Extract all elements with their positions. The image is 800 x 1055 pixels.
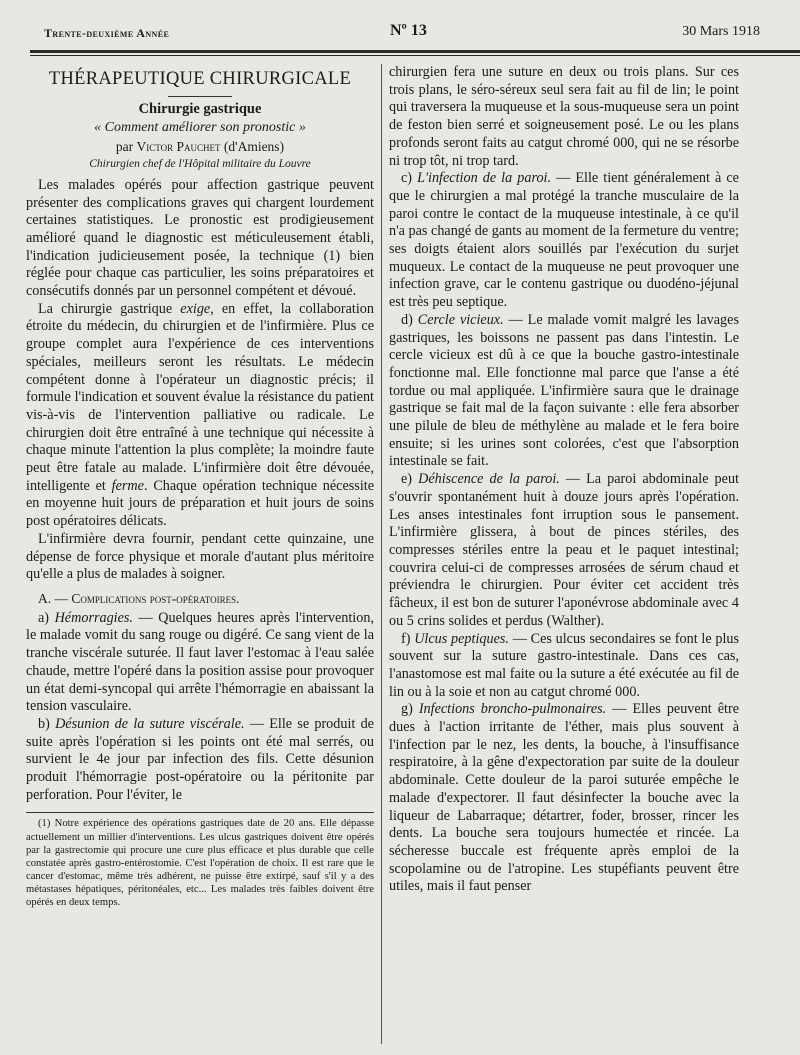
item-label: f) [401, 630, 415, 647]
footnote: (1) Notre expérience des opérations gastriques date de 20 ans. Elle dépasse actuellement un millier d'interventions. Les ulcus gastriques doivent être opérés par la gastrectomie qui procure une cure plus efficace et plus durable que celle constatée après gastro-entérostomie. C'est l'opération de choix. Il est rare que le cancer d'estomac, même très adhérent, ne puisse être extirpé, sauf s'il y a des métastases hépatiques, péritonéales, etc... Les malades très faibles doivent être opérés en deux temps. [26, 818, 374, 908]
item-heading: Cercle vicieux. [417, 311, 504, 328]
paragraph-dehiscence [389, 471, 739, 630]
section-title: Complications post-opératoires. [71, 590, 240, 606]
paragraph-vicious-circle [389, 312, 739, 471]
byline [26, 138, 374, 156]
item-heading: Ulcus peptiques. [414, 630, 509, 647]
header-rule-thin [30, 55, 800, 56]
paragraph-intro: Les malades opérés pour affection gastrique peuvent présenter des complications graves qui chargent lourdement certaines statistiques. Le pronostic est prodigieusement amélioré quand le diagnostic est méticuleusement établi, l'indication judicieusement posée, la technique (1) bien réglée pour chaque cas particulier, les soins préparatoires et consécutifs donnés par un personnel compétent et dévoué. [26, 176, 374, 300]
footnote-divider [26, 812, 374, 813]
header-rule-thick [30, 50, 800, 53]
item-label: g) [401, 701, 419, 718]
rubric-heading: THÉRAPEUTIQUE CHIRURGICALE [48, 69, 352, 89]
item-text: — Elle tient généralement à ce que le chirurgien a mal protégé la tranche musculaire de la paroi contre le contact de la muqueuse intestinale, à ce qu'il n'a pas changé de gants au moment de la fermeture du ventre; ses doigts étaient alors souillés par l'exécution du surjet muqueux. Le contact de la muqueuse ne peut provoquer une infection grave, car le contenu gastrique ou duodéno-jéjunal est très peu septique. [389, 170, 739, 311]
paragraph-hemorrhages [26, 610, 374, 716]
item-label: b) [38, 715, 56, 732]
text-run: , en effet, la collaboration étroite du médecin, du chirurgien et de l'infirmière. Plus ce groupe complet aura l'expérience de ces interventions spéciales, meilleurs seront les résultats. Le médecin compétent donne à l'opérateur un diagnostic précis; il formule l'indication et souvent évalue la résistance du patient vis-à-vis de l'intervention palliative ou radicale. Le chirurgien doit être entraîné à une technique qui nécessite à chaque minute l'attention la plus complète; la moindre faute peut être fatale au malade. L'infirmière doit être dévouée, intelligente et [26, 300, 374, 494]
item-heading: L'infection de la paroi. [417, 170, 552, 187]
volume-label: Trente-deuxième Année [44, 26, 170, 40]
byline-prefix: par [115, 139, 134, 155]
item-heading: Désunion de la suture viscérale. [55, 715, 245, 732]
item-text: — Elle se produit de suite après l'opération si les points ont été mal serrés, ou survient le 4e jour par infection des fils. Cette désunion produit l'hémorragie post-opératoire ou la péritonite par perforation. Pour l'éviter, le [26, 715, 374, 803]
article-subtitle: « Comment améliorer son pronostic » [94, 119, 306, 135]
text-run: . Chaque opération technique nécessite en moyenne huit jours de préparation et huit jours de soins post opératoires délicats. [26, 477, 375, 530]
item-text: — La paroi abdominale peut s'ouvrir spontanément huit à douze jours après l'opération. Les anses intestinales font irruption sous le pansement. L'infirmière glissera, à bout de pinces stériles, des compresses stériles entre la peau et le paquet intestinal; couvrira celui-ci de compresses arrosées de sérum chaud et préviendra le chirurgien. Pour éviter cet accident très fâcheux, il est bon de suturer l'aponévrose abdominale avec 4 ou 5 crins solides et perdus (Walther). [389, 471, 739, 629]
paragraph-disunion [26, 716, 374, 805]
paragraph-broncho-pulmonary [389, 701, 739, 896]
item-label: e) [401, 471, 419, 488]
issue-date: 30 Mars 1918 [682, 24, 760, 39]
paragraph-nurse: L'infirmière devra fournir, pendant cette quinzaine, une dépense de force physique et morale d'autant plus méritoire qu'elle a plus de malades à soigner. [26, 530, 374, 583]
paragraph-wall-infection [389, 170, 739, 312]
item-text: — Ces ulcus secondaires se font le plus souvent sur la suture gastro-intestinale. Dans ces cas, l'anastomose est mal faite ou la suture a été exécutée au fil de lin ou à la soie et non au catgut chromé 000. [389, 630, 739, 700]
author-place: (d'Amiens) [223, 139, 285, 155]
item-label: c) [401, 170, 418, 187]
section-heading [38, 590, 374, 608]
item-label: d) [401, 311, 418, 328]
section-letter: A. — [38, 590, 72, 606]
item-heading: Infections broncho-pulmonaires. [418, 701, 607, 718]
left-column [26, 64, 374, 909]
paragraph-collaboration [26, 301, 374, 531]
rubric-divider [168, 96, 232, 97]
author-affiliation: Chirurgien chef de l'Hôpital militaire du Louvre [89, 158, 311, 171]
paragraph-peptic-ulcers [389, 631, 739, 702]
emphasis: ferme [111, 477, 144, 494]
emphasis: exige [180, 300, 211, 317]
issue-number: Nº 13 [390, 22, 427, 39]
item-text: — Quelques heures après l'intervention, le malade vomit du sang rouge ou digéré. Ce sang vient de la tranche viscérale suturée. Il faut laver l'estomac à l'eau salée chaude, mettre l'opéré dans la position assise pour provoquer un état demi-syncopal qui arrête l'hémorragie en abaissant la tension vasculaire. [26, 609, 374, 715]
paragraph-continuation: chirurgien fera une suture en deux ou trois plans. Sur ces trois plans, le séro-séreux seul sera fait au fil de lin; le point qui traversera la muqueuse et la sous-muqueuse sera un point de feston bien serré et soigneusement posé. Le ou les plans profonds seront faits au catgut chromé 000, qui ne se résorbe ni trop tôt, ni trop tard. [389, 64, 739, 169]
item-label: a) [38, 609, 55, 626]
article-title: Chirurgie gastrique [138, 101, 262, 117]
right-column [389, 64, 739, 896]
author-name: Victor Pauchet [136, 139, 221, 155]
item-heading: Déhiscence de la paroi. [418, 471, 560, 488]
column-divider [381, 64, 382, 1044]
text-run: La chirurgie gastrique [38, 300, 181, 317]
item-text: — Elles peuvent être dues à l'action irritante de l'éther, mais plus souvent à l'infection par le nez, les dents, la bouche, à l'insuffisance respiratoire, à la gêne d'expectoration par suite de la douleur abdominale. Cette douleur de la paroi suturée empêche le malade d'expectorer. Il faut désinfecter la bouche avec la liqueur de Labarraque; détartrer, foder, brosser, rincer les dents. La bouche sera toujours humectée et rincée. La sécheresse buccale est fréquente après emploi de la scopolamine ou de l'atropine. Les stupéfiants peuvent être utiles, mais il faut penser [389, 701, 739, 895]
page-header [30, 20, 792, 46]
item-text: — Le malade vomit malgré les lavages gastriques, les boissons ne passent pas dans l'intestin. Le cercle vicieux est dû à ce que la bouche gastro-intestinale fonctionne mal. Elle fonctionne mal parce que l'anse a été tordue ou mal appliquée. L'infirmière saura que le drainage gastrique se fait mal de la façon suivante : elle fera absorber une pilule de bleu de méthylène au malade et le fera boire ensuite; si les urines sont colorées, c'est que l'absorption intestinale se fait. [389, 311, 739, 470]
item-heading: Hémorragies. [54, 609, 133, 626]
